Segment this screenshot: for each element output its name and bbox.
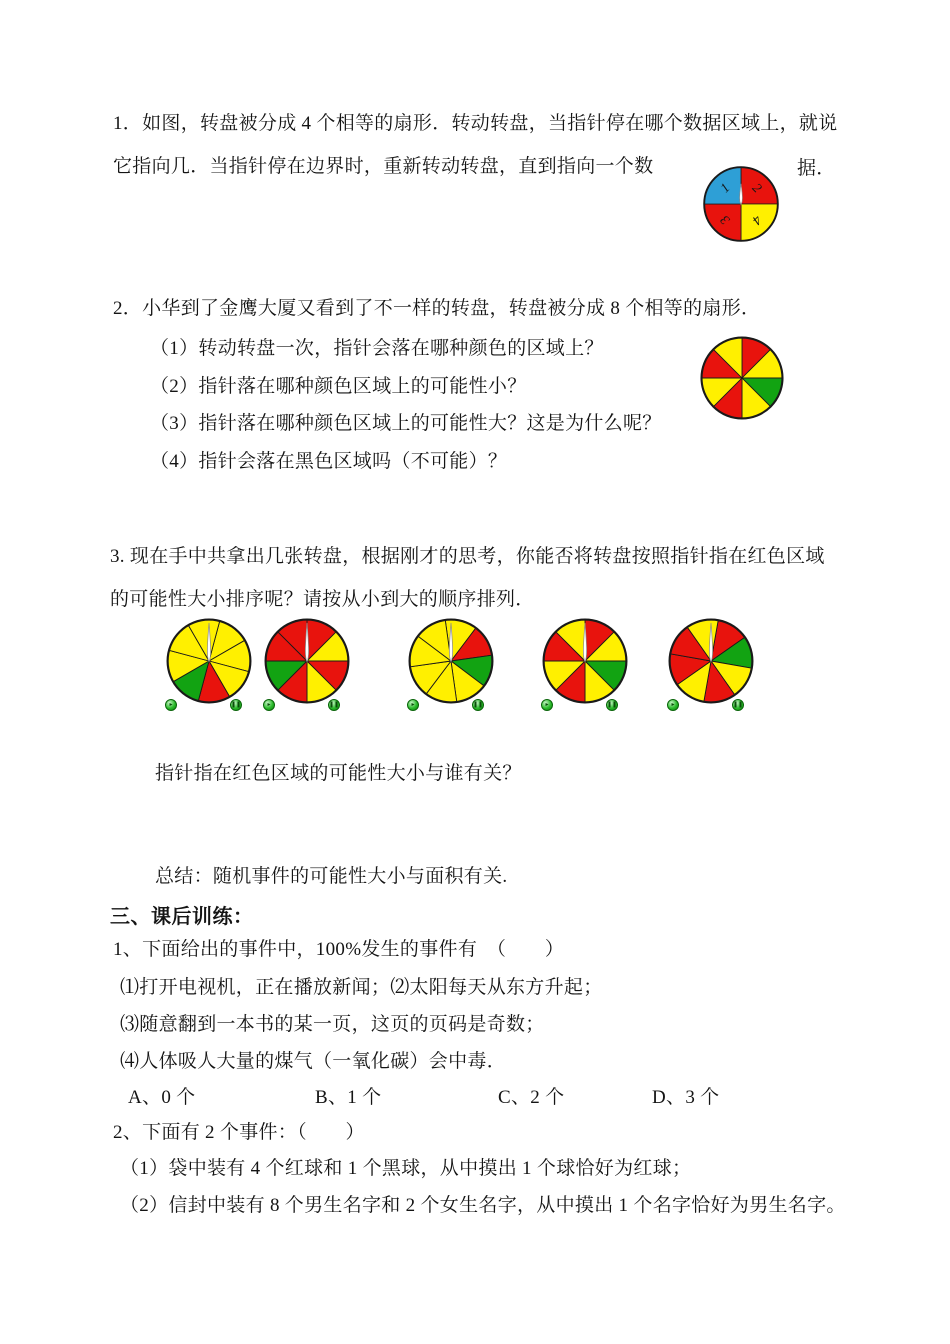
q3-line2: 的可能性大小排序呢？请按从小到大的顺序排列． [110,589,535,610]
option-a: A、0 个 [128,1087,196,1108]
training1-item-3: ⑶随意翻到一本书的某一页，这页的页码是奇数； [120,1014,545,1035]
option-d: D、3 个 [652,1087,720,1108]
spinner-wheel-1 [164,616,254,706]
q1-line2-tail: 据． [797,158,836,179]
spinner-wheel-2 [262,616,352,706]
q2-item-1: （1）转动转盘一次，指针会落在哪种颜色的区域上？ [150,338,604,359]
q3-followup-question: 指针指在红色区域的可能性大小与谁有关？ [155,763,522,784]
q1-line1: 1．如图，转盘被分成 4 个相等的扇形．转动转盘，当指针停在哪个数据区域上，就说 [113,113,838,134]
svg-text:4: 4 [749,212,765,228]
pause-icon: ❚❚ [230,699,242,711]
q2-stem: 2．小华到了金鹰大厦又看到了不一样的转盘，转盘被分成 8 个相等的扇形． [113,298,761,319]
q1-line2: 它指向几．当指针停在边界时，重新转动转盘，直到指向一个数 [113,156,654,177]
spinner-wheel-3 [406,616,496,706]
spinner-wheel-5 [666,616,756,706]
play-icon: ▸ [165,699,177,711]
spinner-wheel-q2 [698,334,786,422]
training2-item-2: （2）信封中装有 8 个男生名字和 2 个女生名字，从中摸出 1 个名字恰好为男生名字。 [120,1195,846,1216]
pause-icon: ❚❚ [472,699,484,711]
pause-icon: ❚❚ [606,699,618,711]
svg-text:2: 2 [749,180,765,196]
option-b: B、1 个 [315,1087,382,1108]
q2-item-2: （2）指针落在哪种颜色区域上的可能性小？ [150,376,527,397]
option-c: C、2 个 [498,1087,565,1108]
training1-stem: 1、下面给出的事件中，100%发生的事件有 （ ） [113,939,565,960]
pause-icon: ❚❚ [328,699,340,711]
spinner-wheel-q1 [701,164,781,244]
pause-icon: ❚❚ [732,699,744,711]
spinner-wheel-4 [540,616,630,706]
training2-stem: 2、下面有 2 个事件：（ ） [113,1122,365,1143]
q2-item-3: （3）指针落在哪种颜色区域上的可能性大？这是为什么呢？ [150,413,662,434]
training1-item-12: ⑴打开电视机，正在播放新闻；⑵太阳每天从东方升起； [120,977,603,998]
svg-text:1: 1 [717,180,733,196]
training2-item-1: （1）袋中装有 4 个红球和 1 个黑球，从中摸出 1 个球恰好为红球； [120,1158,692,1179]
q2-item-4: （4）指针会落在黑色区域吗（不可能）？ [150,451,508,472]
play-icon: ▸ [407,699,419,711]
play-icon: ▸ [667,699,679,711]
training1-item-4: ⑷人体吸人大量的煤气（一氧化碳）会中毒． [120,1051,507,1072]
play-icon: ▸ [263,699,275,711]
q3-summary: 总结：随机事件的可能性大小与面积有关. [155,866,508,887]
play-icon: ▸ [541,699,553,711]
q3-line1: 3. 现在手中共拿出几张转盘，根据刚才的思考，你能否将转盘按照指针指在红色区域 [110,546,825,567]
svg-text:3: 3 [717,212,733,228]
section-heading: 三、课后训练： [110,906,254,928]
